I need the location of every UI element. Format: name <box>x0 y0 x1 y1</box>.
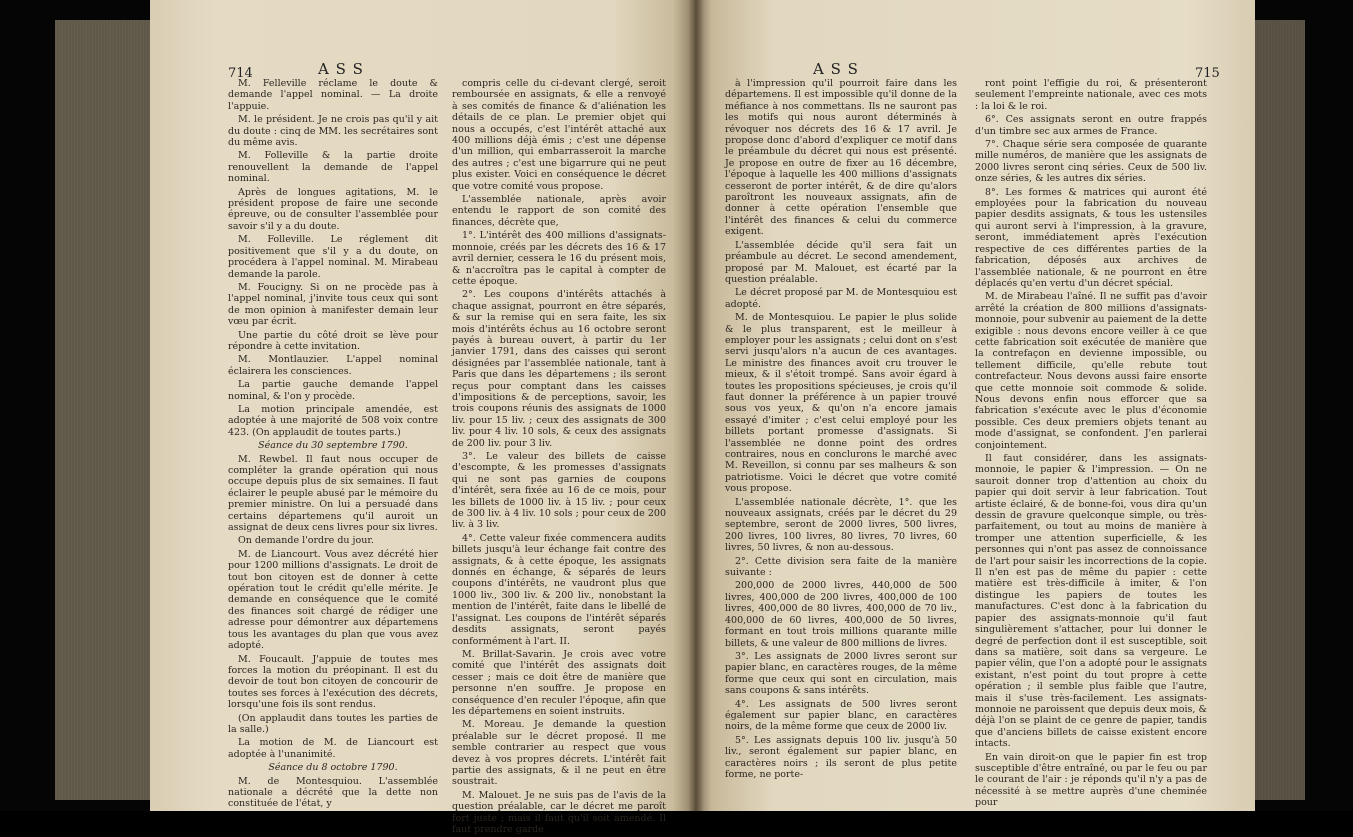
text-column-1 <box>725 78 957 782</box>
text-column-2 <box>452 78 666 837</box>
paragraph: 200,000 de 2000 livres, 440,000 de 500 livres, 400,000 de 200 livres, 400,000 de 100 livres, 400,000 de 80 livres, 400,000 de 70 liv., 400,000 de 60 livres, 400,000 de 50 livres, formant en tout trois millions quarante mille billets, & une valeur de 800 millions de livres. <box>725 580 957 649</box>
paragraph: ront point l'effigie du roi, & présenteront seulement l'empreinte nationale, avec ces mots : la loi & le roi. <box>975 78 1207 112</box>
paragraph: Séance du 30 septembre 1790. <box>258 440 408 452</box>
paragraph: Le décret proposé par M. de Montesquiou est adopté. <box>725 287 957 310</box>
paragraph: (On applaudit dans toutes les parties de la salle.) <box>228 712 438 735</box>
paragraph: M. Moreau. Je demande la question préalable sur le décret proposé. Il me semble contrarier au respect que vous devez à vos propres décrets. L'intérêt fait partie des assignats, & il ne peut en être soustrait. <box>452 719 666 788</box>
paragraph: L'assemblée nationale décrète, 1°. que les nouveaux assignats, créés par le décret du 29 septembre, seront de 2000 livres, 500 livres, 200 livres, 100 livres, 80 livres, 70 livres, 60 livres, 50 livres, & non au-dessous. <box>725 496 957 554</box>
paragraph: M. le président. Je ne crois pas qu'il y ait du doute : cinq de MM. les secrétaires sont du même avis. <box>228 114 438 149</box>
paragraph: 2°. Les coupons d'intérêts attachés à chaque assignat, pourront en être séparés, & sur la remise qui en sera faite, les six mois d'intérêts échus au 16 octobre seront payés à bureau ouvert, à partir du 1er janvier 1791, dans des caisses qui seront désignées par l'assemblée nationale, tant à Paris que dans les départemens ; ils seront reçus pour comptant dans les caisses d'impositions & de perceptions, savoir, les trois coupons réunis des assignats de 1000 liv. pour 15 liv. ; ceux des assignats de 300 liv. pour 4 liv. 10 sols, & ceux des assignats de 200 liv. pour 3 liv. <box>452 289 666 449</box>
book-gutter <box>688 0 704 811</box>
page-number: 714 <box>228 66 253 81</box>
paragraph: M. Rewbel. Il faut nous occuper de compléter la grande opération qui nous occupe depuis plus de six semaines. Il faut éclairer le peuple abusé par le mémoire du premier ministre. On lui a persuadé dans certains départemens qu'il auroit un assignat de deux cens livres pour six livres. <box>228 453 438 534</box>
paragraph: M. Montlauzier. L'appel nominal éclairera les consciences. <box>228 354 438 377</box>
paragraph: M. de Mirabeau l'aîné. Il ne suffit pas d'avoir arrêté la création de 800 millions d'assignats-monnoie, pour subvenir au paiement de la dette exigible : nous devons encore veiller à ce que cette fabrication soit exécutée de manière que la contrefaçon en devienne impossible, ou tellement difficile, qu'elle rebute tout contrefacteur. Nous devons aussi faire ensorte que cette monnoie soit commode & solide. Nous devons enfin nous efforcer que sa fabrication s'exécute avec le plus d'économie possible. Ces deux premiers objets tenant au mode d'assignat, se confondent. J'en parlerai conjointement. <box>975 291 1207 451</box>
running-head: A S S <box>318 60 364 78</box>
right-page <box>695 0 1255 811</box>
paragraph: En vain diroit-on que le papier fin est trop susceptible d'être entraîné, ou par le feu ou par le courant de l'air : je réponds qu'il n'y a pas de nécessité à se mettre auprès d'une cheminée pour <box>975 751 1207 809</box>
left-page <box>150 0 695 835</box>
paragraph: compris celle du ci-devant clergé, seroit remboursée en assignats, & elle a renvoyé à ses comités de finance & d'aliénation les détails de ce plan. Le premier objet qui nous a occupés, c'est l'intérêt attaché aux 400 millions déjà émis ; c'est une dépense d'un million, qui embarrasseroit la marche des autres ; c'est une bigarrure qui ne peut plus exister. Voici en conséquence le décret que votre comité vous propose. <box>452 78 666 192</box>
text-column-1 <box>228 78 438 812</box>
paragraph: 3°. Le valeur des billets de caisse d'escompte, & les promesses d'assignats qui ne sont pas garnies de coupons d'intérêt, sera fixée au 16 de ce mois, pour les billets de 1000 liv. à 15 liv. ; pour ceux de 300 liv. à 4 liv. 10 sols ; pour ceux de 200 liv. à 3 liv. <box>452 451 666 531</box>
running-head: A S S <box>813 60 859 78</box>
paragraph: M. de Liancourt. Vous avez décrété hier pour 1200 millions d'assignats. Le droit de tout bon citoyen est de donner à cette opération tout le crédit qu'elle mérite. Je demande en conséquence que le comité des finances soit chargé de rédiger une adresse pour démontrer aux départemens tous les avantages du plan que vous avez adopté. <box>228 548 438 652</box>
paragraph: 3°. Les assignats de 2000 livres seront sur papier blanc, en caractères rouges, de la même forme que ceux qui sont en circulation, mais sans coupons & sans intérêts. <box>725 650 957 697</box>
paragraph: L'assemblée décide qu'il sera fait un préambule au décret. Le second amendement, proposé par M. Malouet, est écarté par la question préalable. <box>725 239 957 285</box>
paragraph: La partie gauche demande l'appel nominal, & l'on y procède. <box>228 379 438 402</box>
paragraph: M. Folleville & la partie droite renouvellent la demande de l'appel nominal. <box>228 150 438 185</box>
paragraph: La motion de M. de Liancourt est adoptée à l'unanimité. <box>228 737 438 760</box>
paragraph: M. Malouet. Je ne suis pas de l'avis de la question préalable, car le décret me paroît fort juste ; mais il faut qu'il soit amendé. Il faut prendre garde <box>452 789 666 835</box>
paragraph: M. Foucigny. Si on ne procède pas à l'appel nominal, j'invite tous ceux qui sont de mon opinion à manifester demain leur vœu par écrit. <box>228 281 438 328</box>
paragraph: Il faut considérer, dans les assignats-monnoie, le papier & l'impression. — On ne sauroit donner trop d'attention au choix du papier qui doit servir à leur fabrication. Tout artiste éclairé, & de bonne-foi, vous dira qu'un dessin de gravure quelconque simple, ou très-parfaitement, ou tout au moins de manière à tromper une attention superficielle, & les personnes qui n'ont pas assez de connoissance de l'art pour saisir les incorrections de la copie. Il n'en est pas de même du papier : cette matière est très-difficile à imiter, & l'on distingue les papiers de toutes les manufactures. C'est donc à la fabrication du papier des assignats-monnoie qu'il faut singulièrement s'attacher, pour lui donner le degré de perfection dont il est susceptible, soit dans sa matière, soit dans sa vergeure. Le papier vélin, que l'on a adopté pour le assignats existant, n'est point du tout propre à cette opération ; il semble plus faible que l'autre, mais il s'use très-facilement. Les assignats-monnoie ne paroissent que depuis deux mois, & déjà l'on se plaint de ce genre de papier, tandis que d'anciens billets de caisse existent encore intacts. <box>975 453 1207 750</box>
page-edges-left <box>55 20 150 800</box>
paragraph: On demande l'ordre du jour. <box>238 535 374 547</box>
paragraph: 2°. Cette division sera faite de la manière suivante : <box>725 555 957 579</box>
paragraph: M. Brillat-Savarin. Je crois avec votre comité que l'intérêt des assignats doit cesser ; mais ce doit être de manière que personne n'en souffre. Je propose en conséquence d'en reculer l'époque, afin que les départemens en soient instruits. <box>452 648 666 717</box>
paragraph: 8°. Les formes & matrices qui auront été employées pour la fabrication du nouveau papier desdits assignats, & tous les ustensiles qui auront servi à l'impression, à la gravure, seront, immédiatement après l'exécution respective de ces différentes parties de la fabrication, déposés aux archives de l'assemblée nationale, & ne pourront en être déplacés qu'en vertu d'un décret spécial. <box>975 186 1207 289</box>
paragraph: 6°. Ces assignats seront en outre frappés d'un timbre sec aux armes de France. <box>975 114 1207 137</box>
paragraph: L'assemblée nationale, après avoir entendu le rapport de son comité des finances, décrète que, <box>452 194 666 228</box>
page-number: 715 <box>1195 66 1220 81</box>
paragraph: 7°. Chaque série sera composée de quarante mille numéros, de manière que les assignats de 2000 livres seront cinq séries. Ceux de 500 liv. onze séries, & les autres dix séries. <box>975 139 1207 185</box>
paragraph: M. Foucault. J'appuie de toutes mes forces la motion du préopinant. Il est du devoir de tout bon citoyen de concourir de toutes ses forces à l'exécution des décrets, lorsqu'une fois ils sont rendus. <box>228 653 438 711</box>
paragraph: 1°. L'intérêt des 400 millions d'assignats-monnoie, créés par les décrets des 16 & 17 avril dernier, cessera le 16 du présent mois, & n'accroîtra pas le capital à compter de cette époque. <box>452 230 666 287</box>
paragraph: M. de Montesquiou. Le papier le plus solide & le plus transparent, est le meilleur à employer pour les assignats ; celui dont on s'est servi jusqu'alors n'a aucun de ces avantages. Le ministre des finances avoit cru trouver le mieux, & il s'étoit trompé. Sans avoir égard à toutes les propositions spécieuses, je crois qu'il faut donner la préférence à un papier trouvé sous vos yeux, & qu'on n'a encore jamais essayé d'imiter ; c'est celui employé pour les billets portant promesse d'assignats. Si l'assemblée ne donne point des ordres contraires, nous en conclurons le marché avec M. Reveillon, si connu par ses malheurs & son patriotisme. Voici le décret que votre comité vous propose. <box>725 312 957 495</box>
paragraph: 4°. Les assignats de 500 livres seront également sur papier blanc, en caractères noirs, de la même forme que ceux de 2000 liv. <box>725 698 957 733</box>
paragraph: Après de longues agitations, M. le président propose de faire une seconde épreuve, ou de consulter l'assemblée pour savoir s'il y a du doute. <box>228 186 438 232</box>
paragraph: 5°. Les assignats depuis 100 liv. jusqu'à 50 liv., seront également sur papier blanc, en caractères noirs ; ils seront de plus petite forme, ne porte- <box>725 734 957 780</box>
paragraph: Une partie du côté droit se lève pour répondre à cette invitation. <box>228 329 438 352</box>
paragraph: La motion principale amendée, est adoptée à une majorité de 508 voix contre 423. (On applaudit de toutes parts.) <box>228 403 438 438</box>
paragraph: M. de Montesquiou. L'assemblée nationale a décrété que la dette non constituée de l'état, y <box>228 775 438 810</box>
paragraph: Séance du 8 octobre 1790. <box>268 762 398 774</box>
page-edges-right <box>1255 20 1305 800</box>
paragraph: M. Folleville. Le réglement dit positivement que s'il y a du doute, on procédera à l'appel nominal. M. Mirabeau demande la parole. <box>228 234 438 280</box>
text-column-2 <box>975 78 1207 811</box>
paragraph: à l'impression qu'il pourroit faire dans les départemens. Il est impossible qu'il donne de la méfiance à nos commettans. Ils ne sauront pas les motifs qui nous auront déterminés à révoquer nos décrets des 16 & 17 avril. Je propose donc d'abord d'expliquer ce motif dans le préambule du décret qui nous est présenté. Je propose en outre de fixer au 16 décembre, l'époque à laquelle les 400 millions d'assignats cesseront de porter intérêt, & de dire qu'alors paroîtront les nouveaux assignats, afin de donner à cette opération l'ensemble que l'intérêt des finances & celui du commerce exigent. <box>725 78 957 238</box>
paragraph: 4°. Cette valeur fixée commencera audits billets jusqu'à leur échange fait contre des assignats, & à cette époque, les assignats donnés en échange, & séparés de leurs coupons d'intérêts, ne vaudront plus que 1000 liv., 300 liv. & 200 liv., nonobstant la mention de l'intérêt, faite dans le libellé de l'assignat. Les coupons de l'intérêt séparés desdits assignats, seront payés conformément à l'art. II. <box>452 532 666 647</box>
paragraph: M. Felleville réclame le doute & demande l'appel nominal. — La droite l'appuie. <box>228 78 438 112</box>
